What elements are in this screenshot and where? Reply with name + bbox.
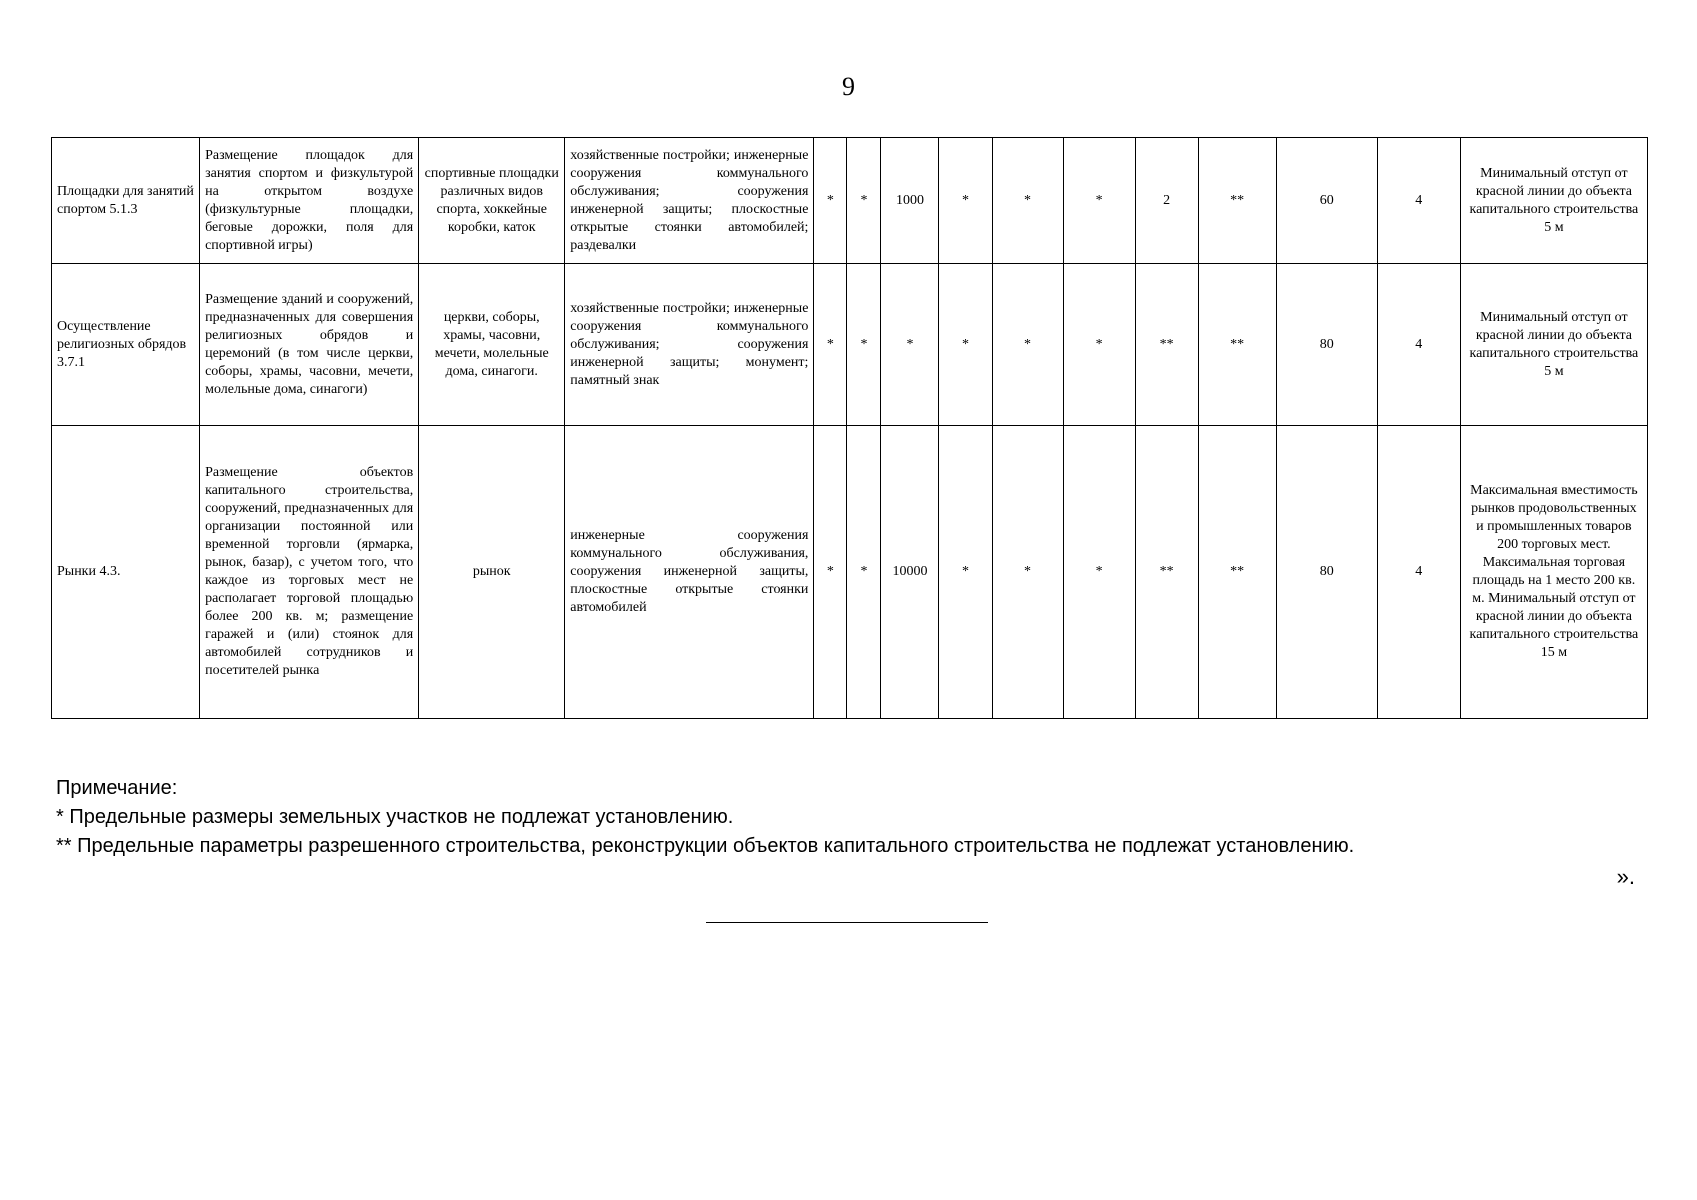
land-use-description: Размещение площадок для занятия спортом и физкультурой на открытом воздухе (физкультурные площадки, беговые дорожки, поля для спортивной игры): [200, 138, 419, 264]
table-row: [52, 426, 1648, 719]
param-cell: 4: [1377, 426, 1460, 719]
param-cell: 60: [1276, 138, 1377, 264]
end-rule: [706, 922, 988, 923]
param-cell: *: [992, 138, 1063, 264]
land-use-description: Размещение объектов капитального строительства, сооружений, предназначенных для организации постоянной или временной торговли (ярмарка, рынок, базар), с учетом того, что каждое из торговых мест не располагает торговой площадью более 200 кв. м; размещение гаражей и (или) стоянок для автомобилей сотрудников и посетителей рынка: [200, 426, 419, 719]
param-cell: *: [814, 138, 847, 264]
param-cell: *: [1063, 426, 1135, 719]
land-use-type: Рынки 4.3.: [52, 426, 200, 719]
param-cell: 80: [1276, 264, 1377, 426]
param-cell: **: [1198, 426, 1276, 719]
auxiliary-uses: хозяйственные постройки; инженерные сооружения коммунального обслуживания; сооружения инженерной защиты; монумент; памятный знак: [565, 264, 814, 426]
closing-quote: ».: [1616, 864, 1635, 889]
land-use-type: Площадки для занятий спортом 5.1.3: [52, 138, 200, 264]
param-cell: 4: [1377, 138, 1460, 264]
param-cell: 1000: [881, 138, 939, 264]
footnote-double-star: ** Предельные параметры разрешенного строительства, реконструкции объектов капитального строительства не подлежат установлению.: [56, 835, 1355, 857]
land-use-table: [51, 137, 1648, 719]
auxiliary-uses: инженерные сооружения коммунального обслуживания, сооружения инженерной защиты, плоскостные открытые стоянки автомобилей: [565, 426, 814, 719]
restrictions-note: Минимальный отступ от красной линии до объекта капитального строительства 5 м: [1460, 264, 1647, 426]
param-cell: 4: [1377, 264, 1460, 426]
permitted-objects: рынок: [419, 426, 565, 719]
param-cell: *: [847, 264, 881, 426]
param-cell: *: [992, 426, 1063, 719]
land-use-description: Размещение зданий и сооружений, предназначенных для совершения религиозных обрядов и церемоний (в том числе церкви, соборы, храмы, часовни, мечети, молельные дома, синагоги): [200, 264, 419, 426]
restrictions-note: Минимальный отступ от красной линии до объекта капитального строительства 5 м: [1460, 138, 1647, 264]
footnote-single-star: * Предельные размеры земельных участков не подлежат установлению.: [56, 806, 734, 828]
param-cell: 80: [1276, 426, 1377, 719]
param-cell: **: [1135, 426, 1198, 719]
param-cell: **: [1198, 264, 1276, 426]
footnotes-title: Примечание:: [56, 777, 178, 799]
param-cell: *: [814, 426, 847, 719]
param-cell: *: [992, 264, 1063, 426]
param-cell: *: [847, 138, 881, 264]
param-cell: *: [881, 264, 939, 426]
param-cell: *: [814, 264, 847, 426]
param-cell: *: [939, 138, 992, 264]
param-cell: *: [1063, 138, 1135, 264]
table-row: [52, 264, 1648, 426]
table-row: [52, 138, 1648, 264]
page-number: 9: [842, 72, 855, 101]
param-cell: 2: [1135, 138, 1198, 264]
param-cell: 10000: [881, 426, 939, 719]
restrictions-note: Максимальная вместимость рынков продовольственных и промышленных товаров 200 торговых мест. Максимальная торговая площадь на 1 место 200 кв. м. Минимальный отступ от красной линии до объекта капитального строительства 15 м: [1460, 426, 1647, 719]
permitted-objects: церкви, соборы, храмы, часовни, мечети, молельные дома, синагоги.: [419, 264, 565, 426]
auxiliary-uses: хозяйственные постройки; инженерные сооружения коммунального обслуживания; сооружения инженерной защиты; плоскостные открытые стоянки автомобилей; раздевалки: [565, 138, 814, 264]
param-cell: *: [847, 426, 881, 719]
param-cell: *: [939, 264, 992, 426]
param-cell: *: [939, 426, 992, 719]
param-cell: **: [1135, 264, 1198, 426]
param-cell: **: [1198, 138, 1276, 264]
footnotes: [56, 774, 1616, 861]
param-cell: *: [1063, 264, 1135, 426]
land-use-type: Осуществление религиозных обрядов 3.7.1: [52, 264, 200, 426]
permitted-objects: спортивные площадки различных видов спорта, хоккейные коробки, каток: [419, 138, 565, 264]
